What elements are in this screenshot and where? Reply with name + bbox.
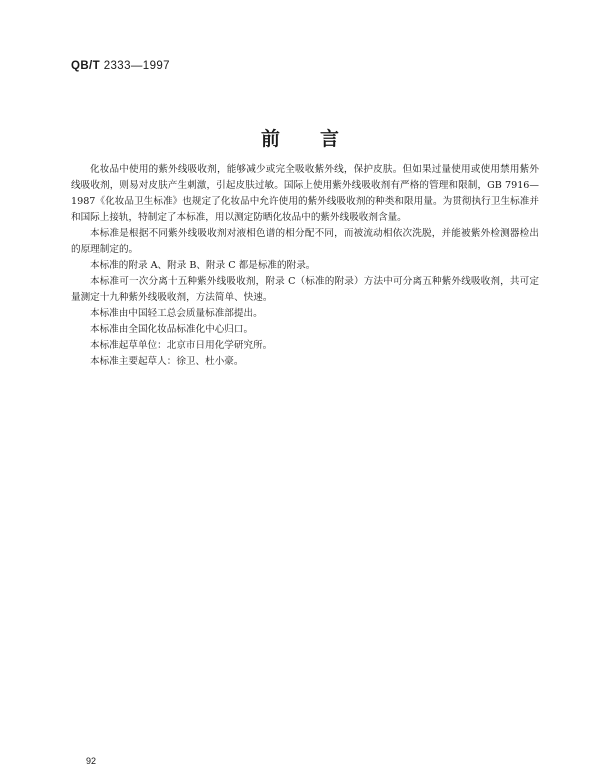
standard-prefix: QB/T (71, 60, 101, 72)
paragraph: 本标准可一次分离十五种紫外线吸收剂，附录 C（标准的附录）方法中可分离五种紫外线吸收剂，共可定量测定十九种紫外线吸收剂，方法简单、快速。 (71, 276, 539, 303)
page-number: 92 (86, 756, 97, 766)
paragraph: 本标准由全国化妆品标准化中心归口。 (90, 324, 254, 335)
standard-code (71, 60, 170, 72)
paragraph: 本标准是根据不同紫外线吸收剂对液相色谱的相分配不同，而被流动相依次洗脱，并能被紫外检测器检出的原理制定的。 (71, 228, 539, 255)
foreword-body (71, 162, 539, 370)
paragraph: 本标准主要起草人：徐卫、杜小豪。 (90, 356, 244, 367)
paragraph: 化妆品中使用的紫外线吸收剂，能够减少或完全吸收紫外线，保护皮肤。但如果过量使用或使用禁用紫外线吸收剂，则易对皮肤产生刺激，引起皮肤过敏。国际上使用紫外线吸收剂有严格的管理和限制，GB 7916—1987《化妆品卫生标准》也规定了化妆品中允许使用的紫外线吸收剂的种类和限用量。为贯彻执行卫生标准并和国际上接轨，特制定了本标准，用以测定防晒化妆品中的紫外线吸收剂含量。 (71, 164, 539, 223)
page-title: 前言 (260, 128, 379, 150)
standard-number: 2333—1997 (103, 60, 170, 72)
paragraph: 本标准由中国轻工总会质量标准部提出。 (90, 308, 263, 319)
paragraph: 本标准起草单位：北京市日用化学研究所。 (90, 340, 273, 351)
paragraph: 本标准的附录 A、附录 B、附录 C 都是标准的附录。 (90, 260, 316, 271)
